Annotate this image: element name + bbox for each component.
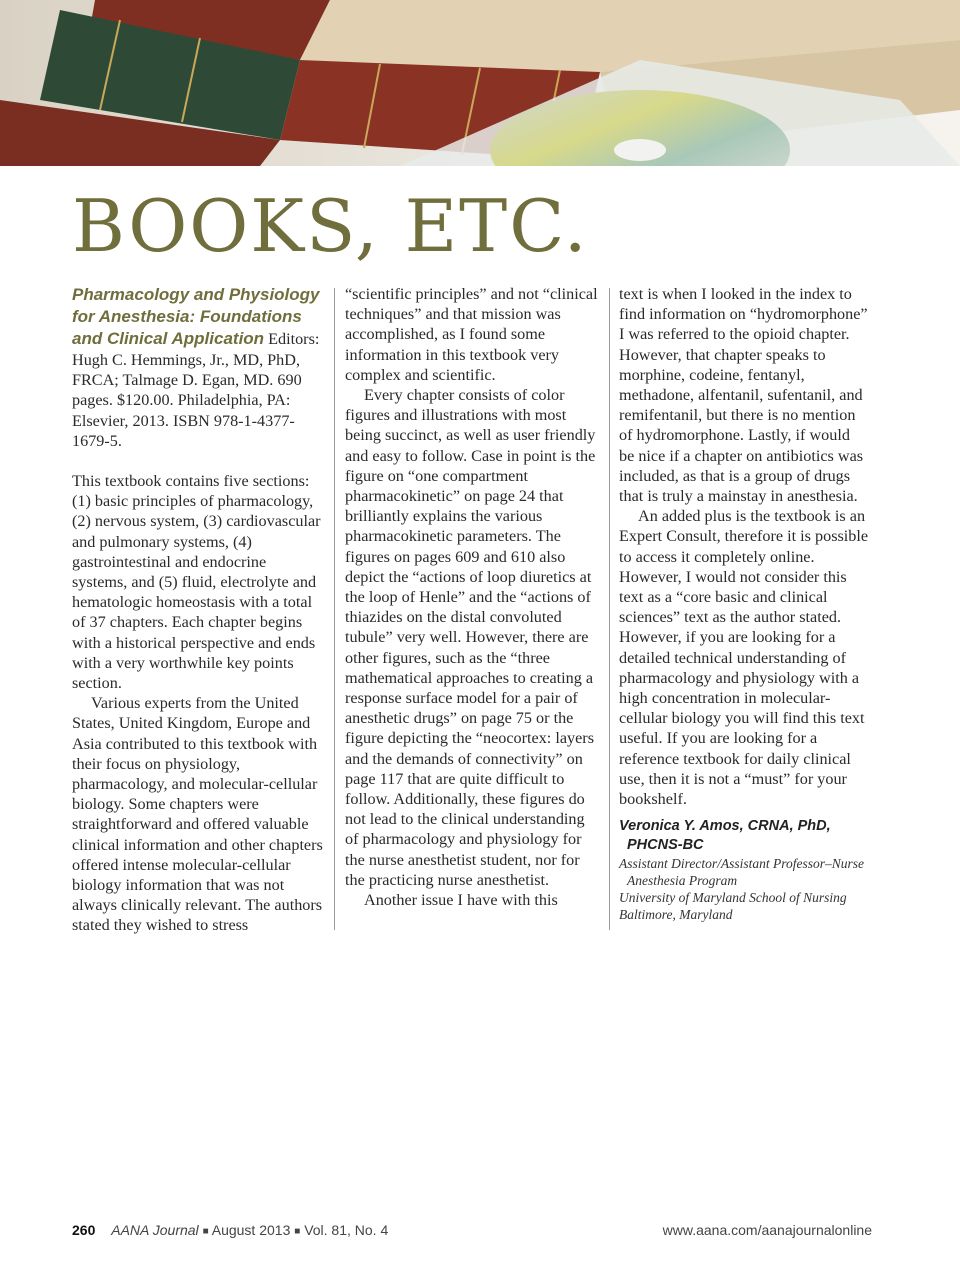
paragraph: Another issue I have with this bbox=[364, 891, 558, 910]
section-heading: BOOKS, ETC. bbox=[72, 184, 589, 268]
separator-square-icon: ■ bbox=[294, 1226, 301, 1237]
reviewer-credentials: PHCNS-BC bbox=[627, 837, 704, 854]
paragraph: text is when I looked in the index to find information on “hydromorphone” I was referred to the opioid chapter. However, that chapter speaks to morphine, codeine, fentanyl, methadone, alfentanil, sufentanil, and remifentanil, but there is no mention of hydromorphone. Lastly, if would be nice if a chapter on antibiotics was included, as that is a group of drugs that is truly a mainstay in anesthesia. bbox=[619, 285, 868, 506]
books-cd-illustration bbox=[0, 0, 960, 166]
page-footer bbox=[72, 1222, 872, 1238]
journal-url[interactable]: www.aana.com/aanajournalonline bbox=[662, 1222, 872, 1238]
column-divider bbox=[609, 288, 610, 930]
paragraph: Various experts from the United States, United Kingdom, Europe and Asia contributed to this textbook with their focus on physiology, pharmacology, and molecular-cellular biology. Some chapters were straightforward and offered valuable clinical information and other chapters offered intense molecular-cellular biology information that was not always clinically relevant. The authors stated they wished to stress bbox=[72, 694, 323, 935]
journal-name: AANA Journal bbox=[111, 1222, 199, 1238]
column-divider bbox=[334, 288, 335, 930]
book-details: Editors: Hugh C. Hemmings, Jr., MD, PhD, FRCA; Talmage D. Egan, MD. 690 pages. $120.00. Philadelphia, PA: Elsevier, 2013. ISBN 978-1-4377-1679-5. bbox=[72, 330, 320, 450]
reviewer-name-line: Veronica Y. Amos, CRNA, PhD, bbox=[619, 818, 831, 835]
paragraph: An added plus is the textbook is an Expert Consult, therefore it is possible to access it completely online. However, I would not consider this text as a “core basic and clinical sciences” text as the author stated. However, if you are looking for a detailed technical understanding of pharmacology and physiology with a high concentration in molecular-cellular biology you will find this text useful. If you are looking for a reference textbook for daily clinical use, then it is not a “must” for your bookshelf. bbox=[619, 507, 869, 809]
reviewer-affiliation bbox=[619, 855, 869, 923]
column-3 bbox=[619, 284, 869, 923]
paragraph: “scientific principles” and not “clinical techniques” and that mission was accomplished, as I found some information in this textbook very complex and scientific. bbox=[345, 285, 598, 384]
header-photo-books-cd bbox=[0, 0, 960, 166]
book-title: Pharmacology and Physiology for Anesthesia: Foundations and Clinical Application bbox=[72, 285, 320, 348]
paragraph: This textbook contains five sections: (1) basic principles of pharmacology, (2) nervous system, (3) cardiovascular and pulmonary systems, (4) gastrointestinal and endocrine systems, and (5) fluid, electrolyte and hematologic homeostasis with a total of 37 chapters. Each chapter begins with a historical perspective and ends with a very worthwhile key points section. bbox=[72, 472, 321, 693]
book-citation bbox=[72, 284, 324, 451]
separator-square-icon: ■ bbox=[202, 1226, 209, 1237]
affiliation-line: Anesthesia Program bbox=[627, 873, 738, 889]
issue-date: August 2013 bbox=[211, 1222, 291, 1238]
affiliation-line: University of Maryland School of Nursing bbox=[619, 890, 847, 906]
page-number: 260 bbox=[72, 1222, 96, 1238]
affiliation-line: Baltimore, Maryland bbox=[619, 907, 733, 923]
issue-volume: Vol. 81, No. 4 bbox=[304, 1222, 389, 1238]
column-1 bbox=[72, 284, 324, 936]
paragraph: Every chapter consists of color figures and illustrations with most being succinct, as well as user friendly and easy to follow. Case in point is the figure on “one compartment pharmacokinetic” on page 24 that brilliantly explains the various pharmacokinetic parameters. The figures on pages 609 and 610 also depict the “actions of loop diuretics at the loop of Henle” and the “actions of thiazides on the distal convoluted tubule” very well. However, there are other figures, such as the “three mathematical approaches to creating a response surface model for a pair of anesthetic drugs” on page 75 or the figure depicting the “neocortex: layers and the demands of connectivity” on page 117 that are quite difficult to follow. Additionally, these figures do not lead to the clinical understanding of pharmacology and physiology for the nurse anesthetist student, nor for the practicing nurse anesthetist. bbox=[345, 386, 596, 889]
reviewer-name bbox=[619, 817, 869, 855]
affiliation-line: Assistant Director/Assistant Professor–Nurse bbox=[619, 856, 865, 872]
column-2 bbox=[345, 284, 599, 910]
